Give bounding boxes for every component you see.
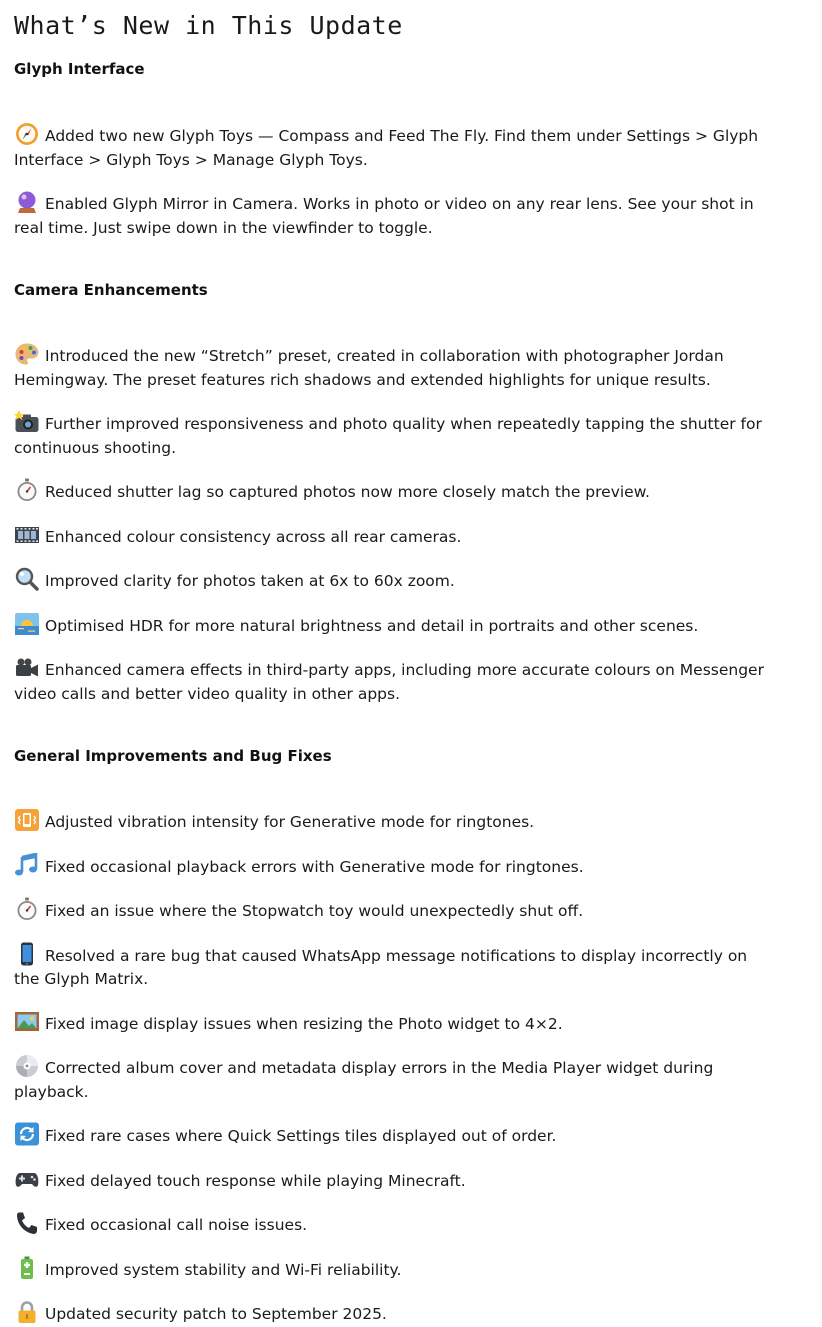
- list-item-text: Fixed an issue where the Stopwatch toy would unexpectedly shut off.: [45, 902, 584, 920]
- lock-icon: [14, 1300, 40, 1324]
- list-item-text: Optimised HDR for more natural brightness and detail in portraits and other scenes.: [45, 616, 699, 635]
- optical-disc-icon: [14, 1054, 40, 1078]
- release-notes: [14, 0, 776, 1327]
- list-item-text: Improved clarity for photos taken at 6x to 60x zoom.: [45, 572, 455, 590]
- stopwatch-icon: [14, 478, 40, 502]
- general-improvements-list: [14, 808, 776, 1327]
- camera-flash-icon: [14, 410, 40, 434]
- list-item: [14, 1300, 776, 1327]
- battery-icon: [14, 1256, 40, 1280]
- list-item-text: Further improved responsiveness and photo quality when repeatedly tapping the shutter for continuous shooting.: [14, 415, 762, 457]
- list-item: [14, 1256, 776, 1283]
- list-item-text: Updated security patch to September 2025.: [45, 1305, 387, 1323]
- list-item: [14, 410, 776, 460]
- list-item-text: Enhanced colour consistency across all rear cameras.: [45, 527, 462, 546]
- list-item-text: Fixed occasional playback errors with Generative mode for ringtones.: [45, 857, 584, 876]
- list-item-text: Corrected album cover and metadata display errors in the Media Player widget during playback.: [14, 1059, 714, 1101]
- list-item-text: Improved system stability and Wi-Fi reliability.: [45, 1260, 402, 1279]
- list-item: [14, 1211, 776, 1238]
- palette-icon: [14, 342, 40, 366]
- crystal-ball-icon: [14, 190, 40, 214]
- sunrise-icon: [14, 612, 40, 636]
- telephone-icon: [14, 1211, 40, 1235]
- list-item: [14, 1010, 776, 1037]
- list-item-text: Resolved a rare bug that caused WhatsApp message notifications to display incorrectly on the Glyph Matrix.: [14, 946, 748, 988]
- list-item: [14, 942, 776, 992]
- list-item-text: Fixed occasional call noise issues.: [45, 1216, 308, 1234]
- film-frames-icon: [14, 523, 40, 547]
- refresh-arrows-icon: [14, 1122, 40, 1146]
- list-item: [14, 1167, 776, 1194]
- stopwatch-icon: [14, 897, 40, 921]
- list-item: [14, 523, 776, 550]
- list-item: [14, 656, 776, 706]
- list-item: [14, 853, 776, 880]
- list-item: [14, 897, 776, 924]
- magnifier-icon: [14, 567, 40, 591]
- list-item-text: Fixed delayed touch response while playing Minecraft.: [45, 1171, 466, 1190]
- list-item: [14, 1054, 776, 1104]
- list-item-text: Adjusted vibration intensity for Generative mode for ringtones.: [45, 813, 535, 831]
- list-item-text: Added two new Glyph Toys — Compass and Feed The Fly. Find them under Settings > Glyph Interface > Glyph Toys > Manage Glyph Toys.: [14, 127, 759, 169]
- framed-picture-icon: [14, 1010, 40, 1034]
- vibration-mode-icon: [14, 808, 40, 832]
- mobile-phone-icon: [14, 942, 40, 966]
- video-camera-icon: [14, 656, 40, 680]
- list-item-text: Introduced the new “Stretch” preset, created in collaboration with photographer Jordan Hemingway. The preset features rich shadows and extended highlights for unique results.: [14, 347, 724, 389]
- page-title: What’s New in This Update: [14, 11, 403, 40]
- compass-icon: [14, 122, 40, 146]
- section-heading-glyph-interface: Glyph Interface: [14, 60, 145, 78]
- list-item-text: Fixed rare cases where Quick Settings tiles displayed out of order.: [45, 1127, 557, 1145]
- section-heading-camera-enhancements: Camera Enhancements: [14, 281, 208, 299]
- list-item: [14, 342, 776, 392]
- list-item: [14, 190, 776, 240]
- list-item: [14, 808, 776, 835]
- musical-notes-icon: [14, 853, 40, 877]
- list-item-text: Fixed image display issues when resizing the Photo widget to 4×2.: [45, 1014, 563, 1033]
- list-item: [14, 612, 776, 639]
- game-controller-icon: [14, 1167, 40, 1191]
- glyph-interface-list: [14, 122, 776, 240]
- list-item: [14, 122, 776, 172]
- section-heading-general-improvements: General Improvements and Bug Fixes: [14, 747, 332, 765]
- list-item-text: Enabled Glyph Mirror in Camera. Works in photo or video on any rear lens. See your shot in real time. Just swipe down in the viewfinder to toggle.: [14, 195, 754, 237]
- camera-enhancements-list: [14, 342, 776, 706]
- list-item-text: Enhanced camera effects in third-party apps, including more accurate colours on Messenger video calls and better video quality in other apps.: [14, 661, 764, 703]
- list-item: [14, 1122, 776, 1149]
- list-item-text: Reduced shutter lag so captured photos now more closely match the preview.: [45, 483, 650, 501]
- list-item: [14, 478, 776, 505]
- list-item: [14, 567, 776, 594]
